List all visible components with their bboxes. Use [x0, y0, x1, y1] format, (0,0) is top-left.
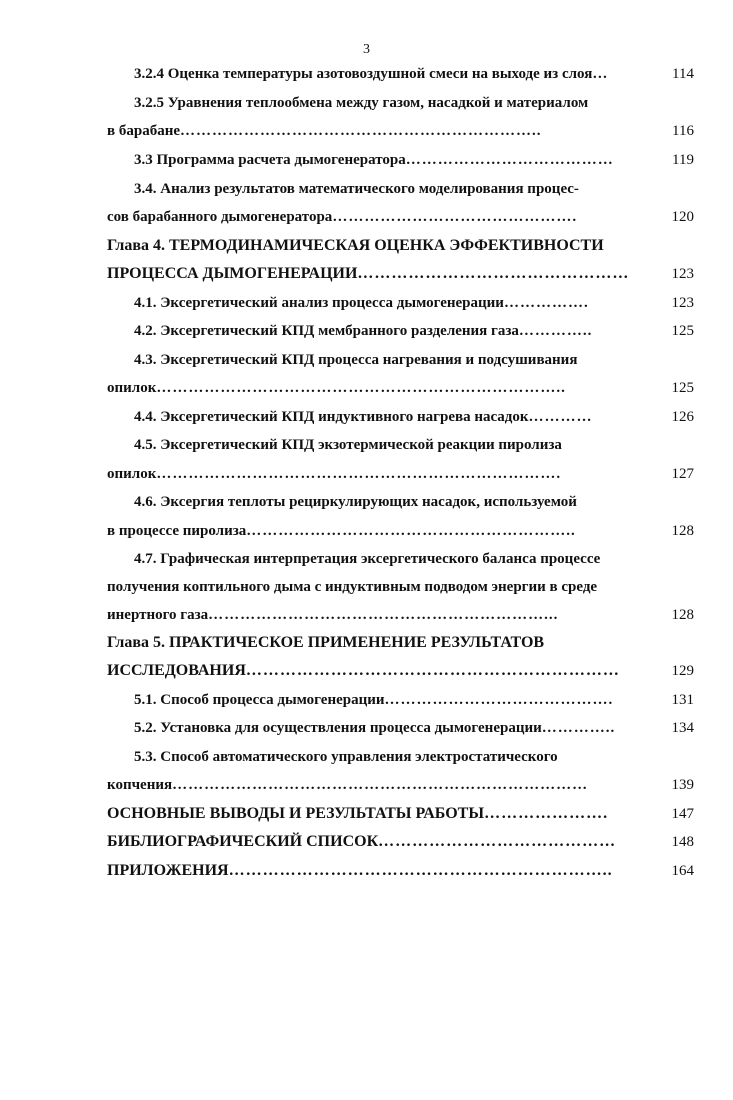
- toc-page: 125: [671, 323, 694, 339]
- toc-line: 4.5. Эксергетический КПД экзотермической реакции пиролиза: [134, 437, 562, 453]
- toc-page: 127: [671, 466, 694, 482]
- toc-page: 120: [671, 209, 694, 225]
- toc-page: 119: [672, 152, 694, 168]
- toc-page: 147: [671, 806, 694, 822]
- toc-line: 4.7. Графическая интерпретация эксергетического баланса процессе: [134, 551, 601, 567]
- toc-page: 128: [671, 523, 694, 539]
- toc-chapter-heading: Глава 5. ПРАКТИЧЕСКОЕ ПРИМЕНЕНИЕ РЕЗУЛЬТАТОВ: [107, 634, 545, 651]
- toc-page: 126: [671, 409, 694, 425]
- toc-page: 123: [671, 295, 694, 311]
- toc-page: 128: [671, 607, 694, 623]
- toc-chapter-heading: ИССЛЕДОВАНИЯ…………………………………………………………: [107, 662, 620, 679]
- toc-page: 123: [671, 266, 694, 282]
- toc-page: 131: [671, 692, 694, 708]
- toc-page: 114: [672, 66, 694, 82]
- toc-page: 134: [671, 720, 694, 736]
- toc-line: копчения……………………………………………………………………: [107, 777, 589, 793]
- toc-line: 3.2.5 Уравнения теплообмена между газом, насадкой и материалом: [134, 95, 589, 111]
- toc-page: 164: [671, 863, 694, 879]
- toc-section-heading: ПРИЛОЖЕНИЯ…………………………………………………………..: [107, 862, 613, 879]
- toc-line: 4.3. Эксергетический КПД процесса нагревания и подсушивания: [134, 352, 578, 368]
- page-number: 3: [363, 42, 370, 57]
- toc-page: 116: [672, 123, 694, 139]
- toc-line: получения коптильного дыма с индуктивным подводом энергии в среде: [107, 579, 598, 595]
- toc-line: сов барабанного дымогенератора……………………………………….: [107, 209, 578, 225]
- toc-line: инертного газа………………………………………………………...: [107, 607, 559, 623]
- toc-line: 4.6. Эксергия теплоты рециркулирующих насадок, используемой: [134, 494, 577, 510]
- toc-line: опилок…………………………………………………………………..: [107, 380, 566, 396]
- toc-line: 5.1. Способ процесса дымогенерации…………………………………….: [134, 692, 614, 708]
- toc-line: опилок………………………………………………………………….: [107, 466, 562, 482]
- toc-line: 4.2. Эксергетический КПД мембранного разделения газа…………..: [134, 323, 593, 339]
- toc-page: 148: [671, 834, 694, 850]
- toc-page: 139: [671, 777, 694, 793]
- toc-line: 5.3. Способ автоматического управления электростатического: [134, 749, 558, 765]
- toc-line: 3.2.4 Оценка температуры азотовоздушной смеси на выходе из слоя…: [134, 66, 609, 82]
- toc-line: 4.1. Эксергетический анализ процесса дымогенерации…………….: [134, 295, 589, 311]
- toc-line: в процессе пиролиза……………………………………………………..: [107, 523, 576, 539]
- toc-line: 3.4. Анализ результатов математического моделирования процес-: [134, 181, 579, 197]
- toc-chapter-heading: ПРОЦЕССА ДЫМОГЕНЕРАЦИИ…………………………………………: [107, 265, 630, 282]
- toc-chapter-heading: Глава 4. ТЕРМОДИНАМИЧЕСКАЯ ОЦЕНКА ЭФФЕКТИВНОСТИ: [107, 237, 604, 254]
- toc-page: 129: [671, 663, 694, 679]
- toc-line: в барабане…………………………………………………………..: [107, 123, 542, 139]
- toc-page: 125: [671, 380, 694, 396]
- toc-line: 3.3 Программа расчета дымогенератора…………………………………: [134, 152, 614, 168]
- toc-section-heading: БИБЛИОГРАФИЧЕСКИЙ СПИСОК……………………………………: [107, 833, 617, 850]
- toc-section-heading: ОСНОВНЫЕ ВЫВОДЫ И РЕЗУЛЬТАТЫ РАБОТЫ………………….: [107, 805, 609, 822]
- toc-line: 4.4. Эксергетический КПД индуктивного нагрева насадок…………: [134, 409, 593, 425]
- toc-line: 5.2. Установка для осуществления процесса дымогенерации…………..: [134, 720, 616, 736]
